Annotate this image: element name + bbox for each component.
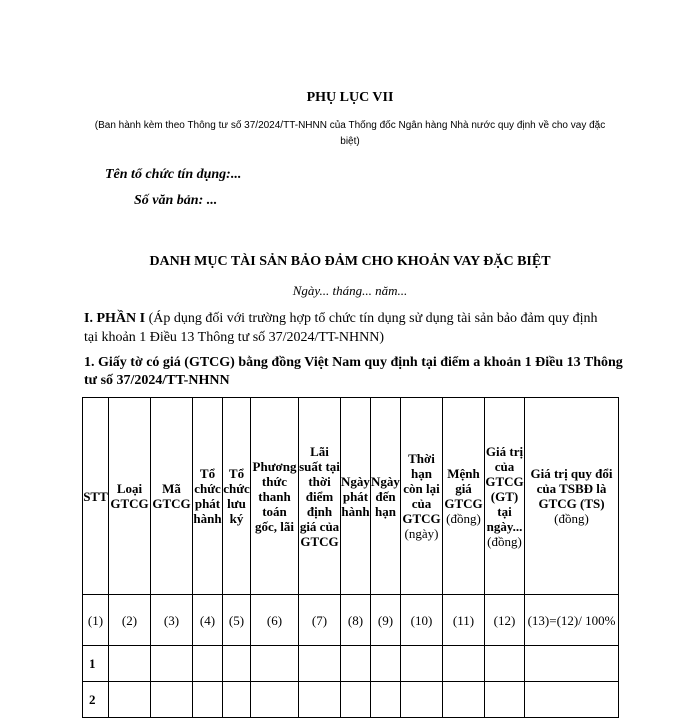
header-face-value-unit: (đồng) xyxy=(446,511,481,526)
header-face-value-label: Mệnh giá GTCG xyxy=(444,466,483,511)
column-number: (13)=(12)/ 100% xyxy=(525,595,619,646)
column-number: (10) xyxy=(401,595,443,646)
header-gtcg-value-label: Giá trị của GTCG (GT) tại ngày... xyxy=(485,443,524,534)
header-remaining-term-label: Thời hạn còn lại của GTCG xyxy=(402,451,441,526)
part-1-text: (Áp dụng đối với trường hợp tổ chức tín dụng sử dụng tài sản bảo đảm quy định tại khoản 1 Điều 13 Thông tư số 37/2024/TT-NHNN) xyxy=(84,311,598,345)
table-cell xyxy=(341,646,371,682)
table-cell xyxy=(151,646,193,682)
column-number: (3) xyxy=(151,595,193,646)
table-cell xyxy=(485,646,525,682)
column-number: (6) xyxy=(251,595,299,646)
header-custodian: Tổ chức lưu ký xyxy=(223,398,251,595)
table-cell xyxy=(223,646,251,682)
header-face-value xyxy=(443,398,485,595)
column-number: (8) xyxy=(341,595,371,646)
document-title: DANH MỤC TÀI SẢN BẢO ĐẢM CHO KHOẢN VAY ĐẶC BIỆT xyxy=(149,254,551,269)
table-cell xyxy=(193,646,223,682)
table-cell xyxy=(443,646,485,682)
row-index: 2 xyxy=(83,682,109,718)
doc-number-field: Số văn bản: ... xyxy=(134,193,218,208)
column-number: (9) xyxy=(371,595,401,646)
part-1-label: I. PHẦN I xyxy=(84,311,146,326)
header-payment-method: Phương thức thanh toán gốc, lãi xyxy=(251,398,299,595)
column-number: (4) xyxy=(193,595,223,646)
table-cell xyxy=(299,646,341,682)
column-number: (1) xyxy=(83,595,109,646)
table-cell xyxy=(251,646,299,682)
column-number: (2) xyxy=(109,595,151,646)
table-cell xyxy=(109,646,151,682)
header-remaining-term xyxy=(401,398,443,595)
column-number: (12) xyxy=(485,595,525,646)
appendix-title: PHỤ LỤC VII xyxy=(306,90,394,105)
column-number: (7) xyxy=(299,595,341,646)
header-converted-value-label: Giá trị quy đổi của TSBĐ là GTCG (TS) xyxy=(530,466,613,511)
section-1-heading: 1. Giấy tờ có giá (GTCG) bằng đồng Việt Nam quy định tại điểm a khoản 1 Điều 13 Thông tư số 37/2024/TT-NHNN xyxy=(84,355,623,388)
header-gtcg-value-unit: (đồng) xyxy=(487,533,522,549)
collateral-table xyxy=(82,397,619,718)
table-row xyxy=(83,646,619,682)
header-maturity-date: Ngày đến hạn xyxy=(371,398,401,595)
header-issuer: Tổ chức phát hành xyxy=(193,398,223,595)
header-remaining-term-unit: (ngày) xyxy=(404,526,439,541)
column-number: (5) xyxy=(223,595,251,646)
header-stt: STT xyxy=(83,398,109,595)
table-cell xyxy=(401,646,443,682)
column-number-row xyxy=(83,595,619,646)
table-header-row xyxy=(83,398,619,595)
column-number: (11) xyxy=(443,595,485,646)
org-name-field: Tên tổ chức tín dụng:... xyxy=(105,167,242,182)
table-cell xyxy=(371,646,401,682)
part-1-heading xyxy=(84,309,614,347)
header-gtcg-value xyxy=(485,398,525,595)
header-gtcg-type: Loại GTCG xyxy=(109,398,151,595)
header-converted-value xyxy=(525,398,619,595)
header-interest-rate: Lãi suất tại thời điểm định giá của GTCG xyxy=(299,398,341,595)
appendix-subtitle: (Ban hành kèm theo Thông tư số 37/2024/TT-NHNN của Thống đốc Ngân hàng Nhà nước quy định về cho vay đặc biệt) xyxy=(94,120,606,147)
header-converted-value-unit: (đồng) xyxy=(554,511,589,526)
header-issue-date: Ngày phát hành xyxy=(341,398,371,595)
table-cell xyxy=(525,646,619,682)
row-index: 1 xyxy=(83,646,109,682)
header-gtcg-code: Mã GTCG xyxy=(151,398,193,595)
date-line: Ngày... tháng... năm... xyxy=(292,283,408,298)
